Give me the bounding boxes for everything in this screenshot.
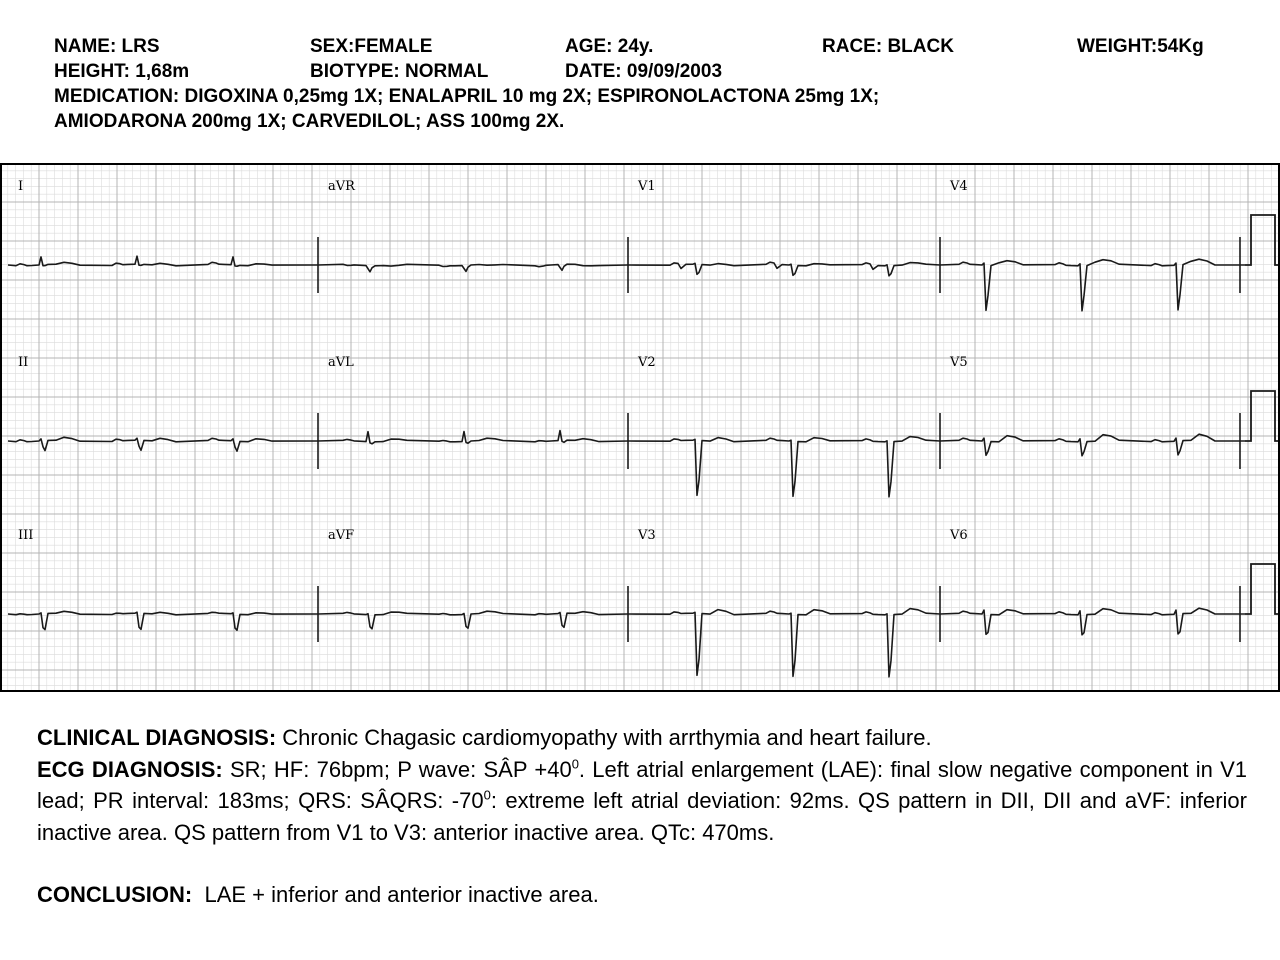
patient-race: RACE: BLACK bbox=[822, 36, 954, 57]
conclusion bbox=[37, 879, 1247, 911]
ecg-grid bbox=[0, 163, 1280, 692]
ecg-sup-a: 0 bbox=[571, 756, 579, 772]
patient-biotype: BIOTYPE: NORMAL bbox=[310, 61, 489, 82]
ecg-label: ECG DIAGNOSIS: bbox=[37, 756, 223, 782]
ecg-sup-b: 0 bbox=[483, 787, 491, 803]
conclusion-label: CONCLUSION: bbox=[37, 882, 193, 907]
ecg-strip bbox=[0, 163, 1280, 692]
ecg-text-c: : extreme left atrial deviation: 92ms. QS pattern in DII, DII and aVF: inferior inactive area. QS pattern from V1 to V3: anterior inactive area. QTc: 470ms. bbox=[37, 788, 1247, 845]
medication-line-2: AMIODARONA 200mg 1X; CARVEDILOL; ASS 100mg 2X. bbox=[54, 111, 565, 132]
header-row-3 bbox=[54, 84, 1254, 109]
ecg-text-b: . Left atrial enlargement (LAE): final slow negative component in V1 lead; PR interval: 183ms; QRS: SÂQRS: -70 bbox=[37, 756, 1248, 813]
clinical-text: Chronic Chagasic cardiomyopathy with arrthymia and heart failure. bbox=[282, 725, 932, 750]
exam-date: DATE: 09/09/2003 bbox=[565, 61, 723, 82]
patient-name: NAME: LRS bbox=[54, 36, 160, 57]
lead-label-V1: V1 bbox=[638, 179, 656, 194]
lead-label-aVL: aVL bbox=[328, 355, 354, 370]
conclusion-text: LAE + inferior and anterior inactive area. bbox=[204, 882, 599, 907]
patient-age: AGE: 24y. bbox=[565, 36, 654, 57]
calibration-pulse bbox=[1245, 215, 1278, 265]
trace-V3 bbox=[628, 609, 940, 677]
lead-label-aVF: aVF bbox=[328, 528, 355, 543]
lead-label-aVR: aVR bbox=[328, 179, 355, 194]
lead-label-III: III bbox=[18, 528, 34, 543]
trace-aVL bbox=[318, 431, 628, 444]
trace-aVF bbox=[318, 611, 628, 629]
calibration-pulse bbox=[1245, 564, 1278, 614]
grid-minor-lines bbox=[0, 163, 1280, 692]
header-row-2 bbox=[54, 59, 1254, 84]
header-row-4 bbox=[54, 109, 1254, 134]
ecg-tracing bbox=[0, 163, 1280, 692]
lead-label-I: I bbox=[18, 179, 24, 194]
patient-height: HEIGHT: 1,68m bbox=[54, 61, 190, 82]
lead-label-V4: V4 bbox=[950, 179, 968, 194]
lead-label-V2: V2 bbox=[638, 355, 656, 370]
header-row-1 bbox=[54, 34, 1254, 59]
medication-line-1: MEDICATION: DIGOXINA 0,25mg 1X; ENALAPRIL 10 mg 2X; ESPIRONOLACTONA 25mg 1X; bbox=[54, 86, 880, 107]
lead-labels bbox=[18, 179, 968, 543]
lead-label-II: II bbox=[18, 355, 29, 370]
lead-label-V3: V3 bbox=[638, 528, 656, 543]
lead-label-V6: V6 bbox=[950, 528, 968, 543]
patient-sex: SEX:FEMALE bbox=[310, 36, 433, 57]
grid-major-lines bbox=[0, 163, 1280, 692]
ecg-text-a: SR; HF: 76bpm; P wave: SÂP +40 bbox=[229, 756, 572, 782]
patient-weight: WEIGHT:54Kg bbox=[1077, 36, 1204, 57]
diagnosis-report bbox=[37, 722, 1247, 911]
strip-border bbox=[1, 164, 1279, 691]
trace-aVR bbox=[318, 264, 628, 272]
patient-header bbox=[54, 34, 1254, 134]
calibration-pulse bbox=[1245, 391, 1278, 441]
clinical-diagnosis bbox=[37, 722, 1247, 754]
lead-label-V5: V5 bbox=[950, 355, 968, 370]
ecg-diagnosis bbox=[37, 754, 1247, 849]
clinical-label: CLINICAL DIAGNOSIS: bbox=[37, 725, 277, 750]
trace-V2 bbox=[628, 437, 940, 497]
